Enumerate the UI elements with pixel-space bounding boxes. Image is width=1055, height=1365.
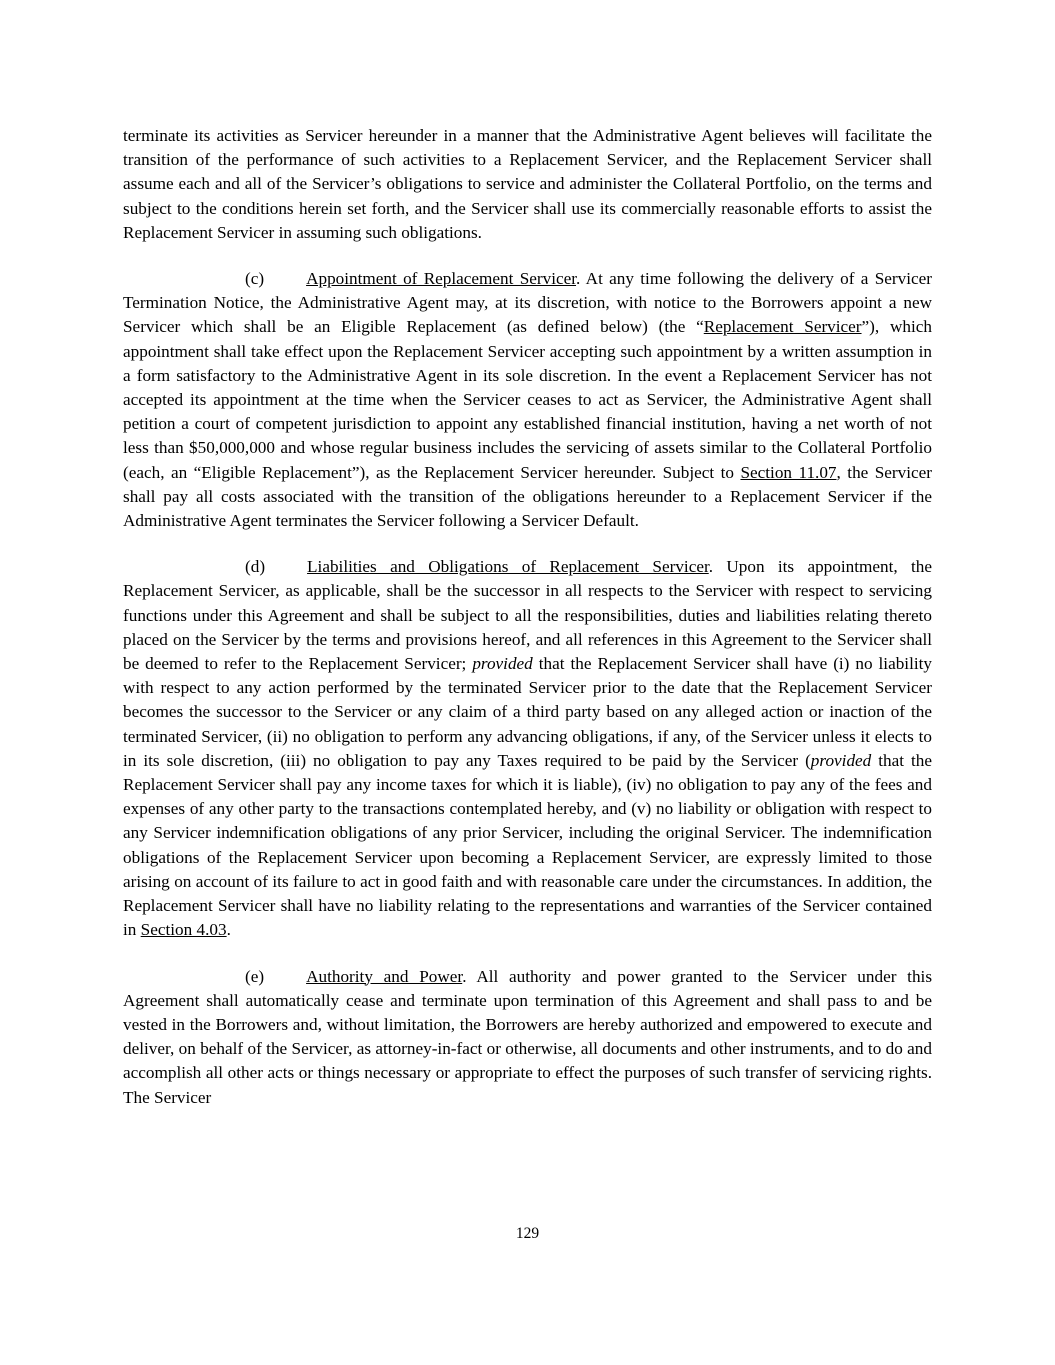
text-run: , the Servicer shall pay all costs associated with the transition of the obligations hereunder to a Replacement Servicer if the Administrative Agent terminates the Servicer following a Servicer Default. <box>123 462 933 531</box>
paragraph-d <box>123 555 932 942</box>
text-run: that the Replacement Servicer shall have (i) no liability with respect to any action performed by the terminated Servicer prior to the date that the Replacement Servicer becomes the successor to the Servicer or any claim of a third party based on any alleged action or inaction of the terminated Servicer, (ii) no obligation to perform any advancing obligations, if any, of the Servicer unless it elects to in its sole discretion, (iii) no obligation to pay any Taxes required to be paid by the Servicer ( <box>123 654 932 770</box>
text-run-underline: Replacement Servicer <box>703 317 862 337</box>
clause-label: (d) <box>245 557 266 577</box>
paragraph-e <box>123 965 932 1110</box>
text-run-underline: Liabilities and Obligations of Replacement Servicer <box>307 557 709 577</box>
text-run: . All authority and power granted to the Servicer under this Agreement shall automatically cease and terminate upon termination of this Agreement and shall pass to and be vested in the Borrowers and, without limitation, the Borrowers are hereby authorized and empowered to execute and deliver, on behalf of the Servicer, as attorney-in-fact or otherwise, all documents and other instruments, and to do and accomplish all other acts or things necessary or appropriate to effect the purposes of such transfer of servicing rights. The Servicer <box>123 966 933 1107</box>
paragraph-c <box>123 267 932 533</box>
text-run-italic: provided <box>810 750 872 770</box>
paragraph-continuation <box>123 124 932 245</box>
text-run-underline: Section 11.07 <box>740 462 837 482</box>
text-run: . <box>226 920 231 940</box>
text-run: that the Replacement Servicer shall pay any income taxes for which it is liable), (iv) no obligation to pay any of the fees and expenses of any other party to the transactions contemplated hereby, and (v) no liability or obligation with respect to any Servicer indemnification obligations of any prior Servicer, including the original Servicer. The indemnification obligations of the Replacement Servicer upon becoming a Replacement Servicer, are expressly limited to those arising on account of its failure to act in good faith and with reasonable care under the circumstances. In addition, the Replacement Servicer shall have no liability relating to the representations and warranties of the Servicer contained in <box>123 750 932 940</box>
text-run: . At any time following the delivery of a Servicer Termination Notice, the Administrative Agent may, at its discretion, with notice to the Borrowers appoint a new Servicer which shall be an Eligible Replacement (as defined below) (the “ <box>123 269 932 337</box>
text-run-underline: Appointment of Replacement Servicer <box>306 269 577 289</box>
text-run: terminate its activities as Servicer hereunder in a manner that the Administrative Agent believes will facilitate the transition of the performance of such activities to a Replacement Servicer, and the Replacement Servicer shall assume each and all of the Servicer’s obligations to service and administer the Collateral Portfolio, on the terms and subject to the conditions herein set forth, and the Servicer shall use its commercially reasonable efforts to assist the Replacement Servicer in assuming such obligations. <box>123 126 932 242</box>
text-run: ”), which appointment shall take effect upon the Replacement Servicer accepting such appointment by a written assumption in a form satisfactory to the Administrative Agent in its sole discretion. In the event a Replacement Servicer has not accepted its appointment at the time when the Servicer ceases to act as Servicer, the Administrative Agent shall petition a court of competent jurisdiction to appoint any established financial institution, having a net worth of not less than $50,000,000 and whose regular business includes the servicing of assets similar to the Collateral Portfolio (each, an “Eligible Replacement”), as the Replacement Servicer hereunder. Subject to <box>123 317 932 482</box>
text-run: . Upon its appointment, the Replacement Servicer, as applicable, shall be the successor in all respects to the Servicer with respect to servicing functions under this Agreement and shall be subject to all the responsibilities, duties and liabilities relating thereto placed on the Servicer by the terms and provisions hereof, and all references in this Agreement to the Servicer shall be deemed to refer to the Replacement Servicer; <box>123 557 932 674</box>
clause-label: (e) <box>245 966 265 986</box>
text-run-italic: provided <box>472 654 533 674</box>
clause-label: (c) <box>245 269 265 289</box>
page-number: 129 <box>515 1225 540 1242</box>
text-run-underline: Authority and Power <box>306 966 463 986</box>
document-body <box>123 124 932 1110</box>
text-run-underline: Section 4.03 <box>140 920 227 940</box>
